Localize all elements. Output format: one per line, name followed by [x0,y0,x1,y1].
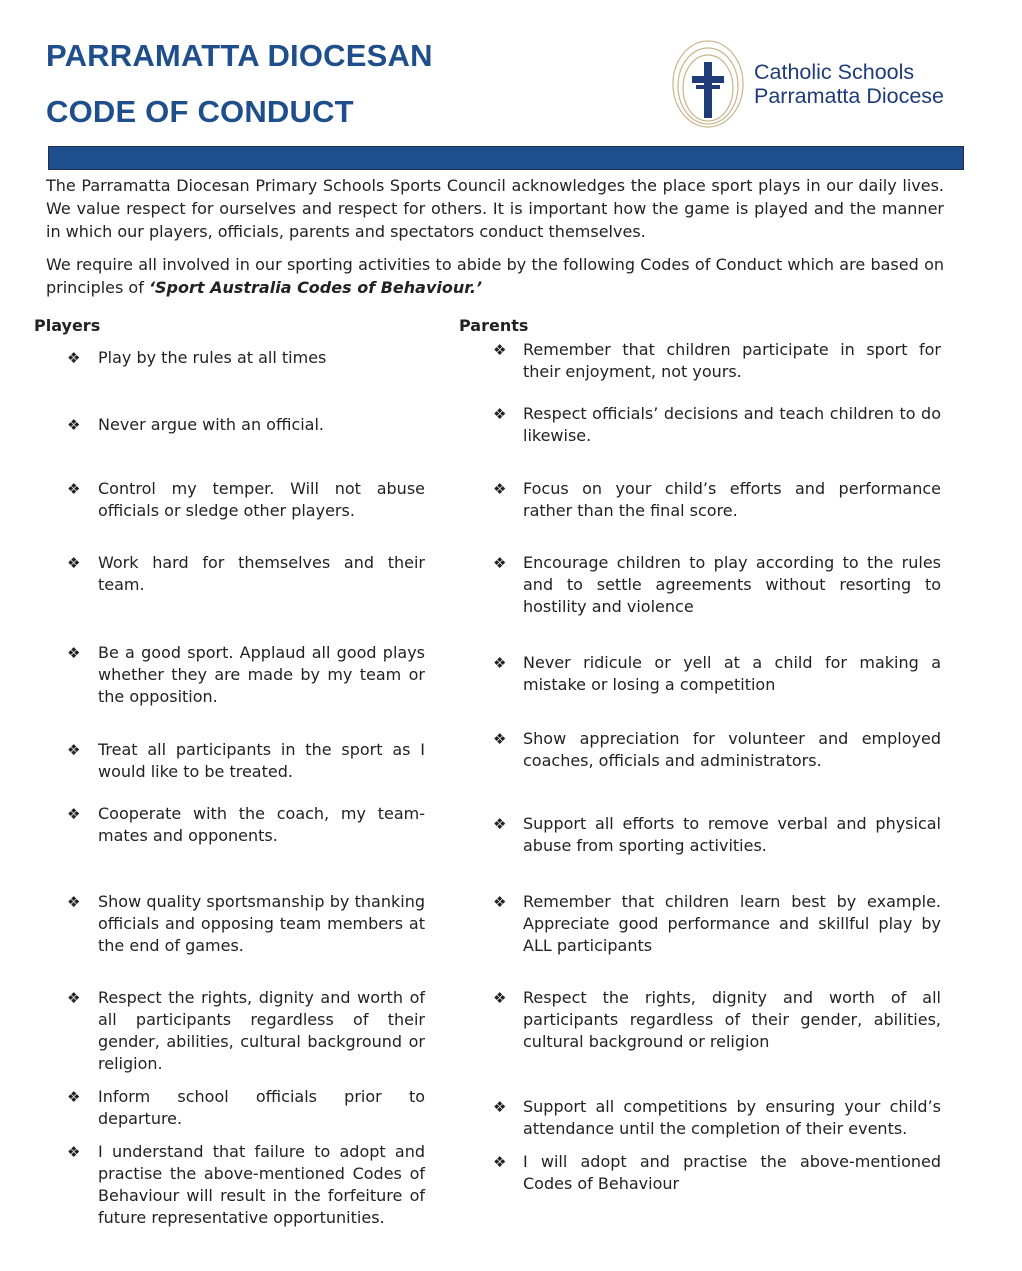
diamond-bullet-icon: ❖ [67,480,81,498]
parents-list-item: Respect the rights, dignity and worth of all participants regardless of their gender, abilities, cultural background or religion [523,988,941,1051]
diamond-bullet-icon: ❖ [67,893,81,911]
players-list-item: Treat all participants in the sport as I would like to be treated. [98,740,425,781]
players-list-item: Never argue with an official. [98,415,325,434]
players-list-item: Show quality sportsmanship by thanking officials and opposing team members at the end of games. [98,892,425,955]
parents-list-item: Support all competitions by ensuring your child’s attendance until the completion of their events. [523,1097,941,1138]
page-title-line-1: PARRAMATTA DIOCESAN [46,38,433,73]
diamond-bullet-icon: ❖ [493,815,507,833]
parents-list-item: Respect officials’ decisions and teach children to do likewise. [523,404,941,445]
players-list-item: I understand that failure to adopt and practise the above-mentioned Codes of Behaviour will result in the forfeiture of future representative opportunities. [98,1142,425,1227]
parents-list-item: I will adopt and practise the above-mentioned Codes of Behaviour [523,1152,941,1193]
header-divider-bar [48,146,964,170]
logo-text-parramatta-diocese: Parramatta Diocese [754,84,944,108]
diamond-bullet-icon: ❖ [493,730,507,748]
diamond-bullet-icon: ❖ [67,554,81,572]
catholic-schools-logo [670,38,980,130]
intro-paragraph-1: The Parramatta Diocesan Primary Schools Sports Council acknowledges the place sport plays in our daily lives. We value respect for ourselves and respect for others. It is important how the game is played and the manner in which our players, officials, parents and spectators conduct themselves. [46,176,944,241]
parents-list-item: Never ridicule or yell at a child for making a mistake or losing a competition [523,653,941,694]
players-list-item: Respect the rights, dignity and worth of all participants regardless of their gender, abilities, cultural background or religion. [98,988,425,1073]
diamond-bullet-icon: ❖ [67,989,81,1007]
parents-list-item: Remember that children learn best by example. Appreciate good performance and skillful play by ALL participants [523,892,941,955]
players-list-item: Be a good sport. Applaud all good plays whether they are made by my team or the opposition. [98,643,425,706]
cross-emblem-icon [670,38,750,130]
diamond-bullet-icon: ❖ [493,480,507,498]
parents-heading: Parents [459,316,529,335]
diamond-bullet-icon: ❖ [493,654,507,672]
parents-list-item: Remember that children participate in sport for their enjoyment, not yours. [523,340,941,381]
diamond-bullet-icon: ❖ [67,644,81,662]
logo-text-catholic-schools: Catholic Schools [754,60,915,84]
diamond-bullet-icon: ❖ [493,1098,507,1116]
diamond-bullet-icon: ❖ [67,349,81,367]
diamond-bullet-icon: ❖ [493,554,507,572]
sport-australia-reference: ‘Sport Australia Codes of Behaviour.’ [148,278,483,297]
players-list-item: Control my temper. Will not abuse officials or sledge other players. [98,479,425,520]
intro-paragraph-2-text: We require all involved in our sporting activities to abide by the following Codes of Conduct which are based on principles of [46,255,944,297]
diamond-bullet-icon: ❖ [67,741,81,759]
intro-paragraph-2 [46,253,944,299]
players-list-item: Cooperate with the coach, my team-mates and opponents. [98,804,425,845]
parents-list-item: Focus on your child’s efforts and performance rather than the final score. [523,479,941,520]
players-list-item: Work hard for themselves and their team. [98,553,425,594]
diamond-bullet-icon: ❖ [67,416,81,434]
parents-list-item: Support all efforts to remove verbal and physical abuse from sporting activities. [523,814,941,855]
diamond-bullet-icon: ❖ [67,1088,81,1106]
diamond-bullet-icon: ❖ [493,405,507,423]
players-heading: Players [34,316,101,335]
players-list-item: Play by the rules at all times [98,348,327,367]
diamond-bullet-icon: ❖ [493,989,507,1007]
diamond-bullet-icon: ❖ [67,1143,81,1161]
diamond-bullet-icon: ❖ [493,341,507,359]
diamond-bullet-icon: ❖ [67,805,81,823]
parents-list-item: Show appreciation for volunteer and employed coaches, officials and administrators. [523,729,941,770]
diamond-bullet-icon: ❖ [493,893,507,911]
parents-list-item: Encourage children to play according to the rules and to settle agreements without resorting to hostility and violence [523,553,941,616]
diamond-bullet-icon: ❖ [493,1153,507,1171]
page-title-line-2: CODE OF CONDUCT [46,94,354,129]
players-list-item: Inform school officials prior to departure. [98,1087,425,1128]
